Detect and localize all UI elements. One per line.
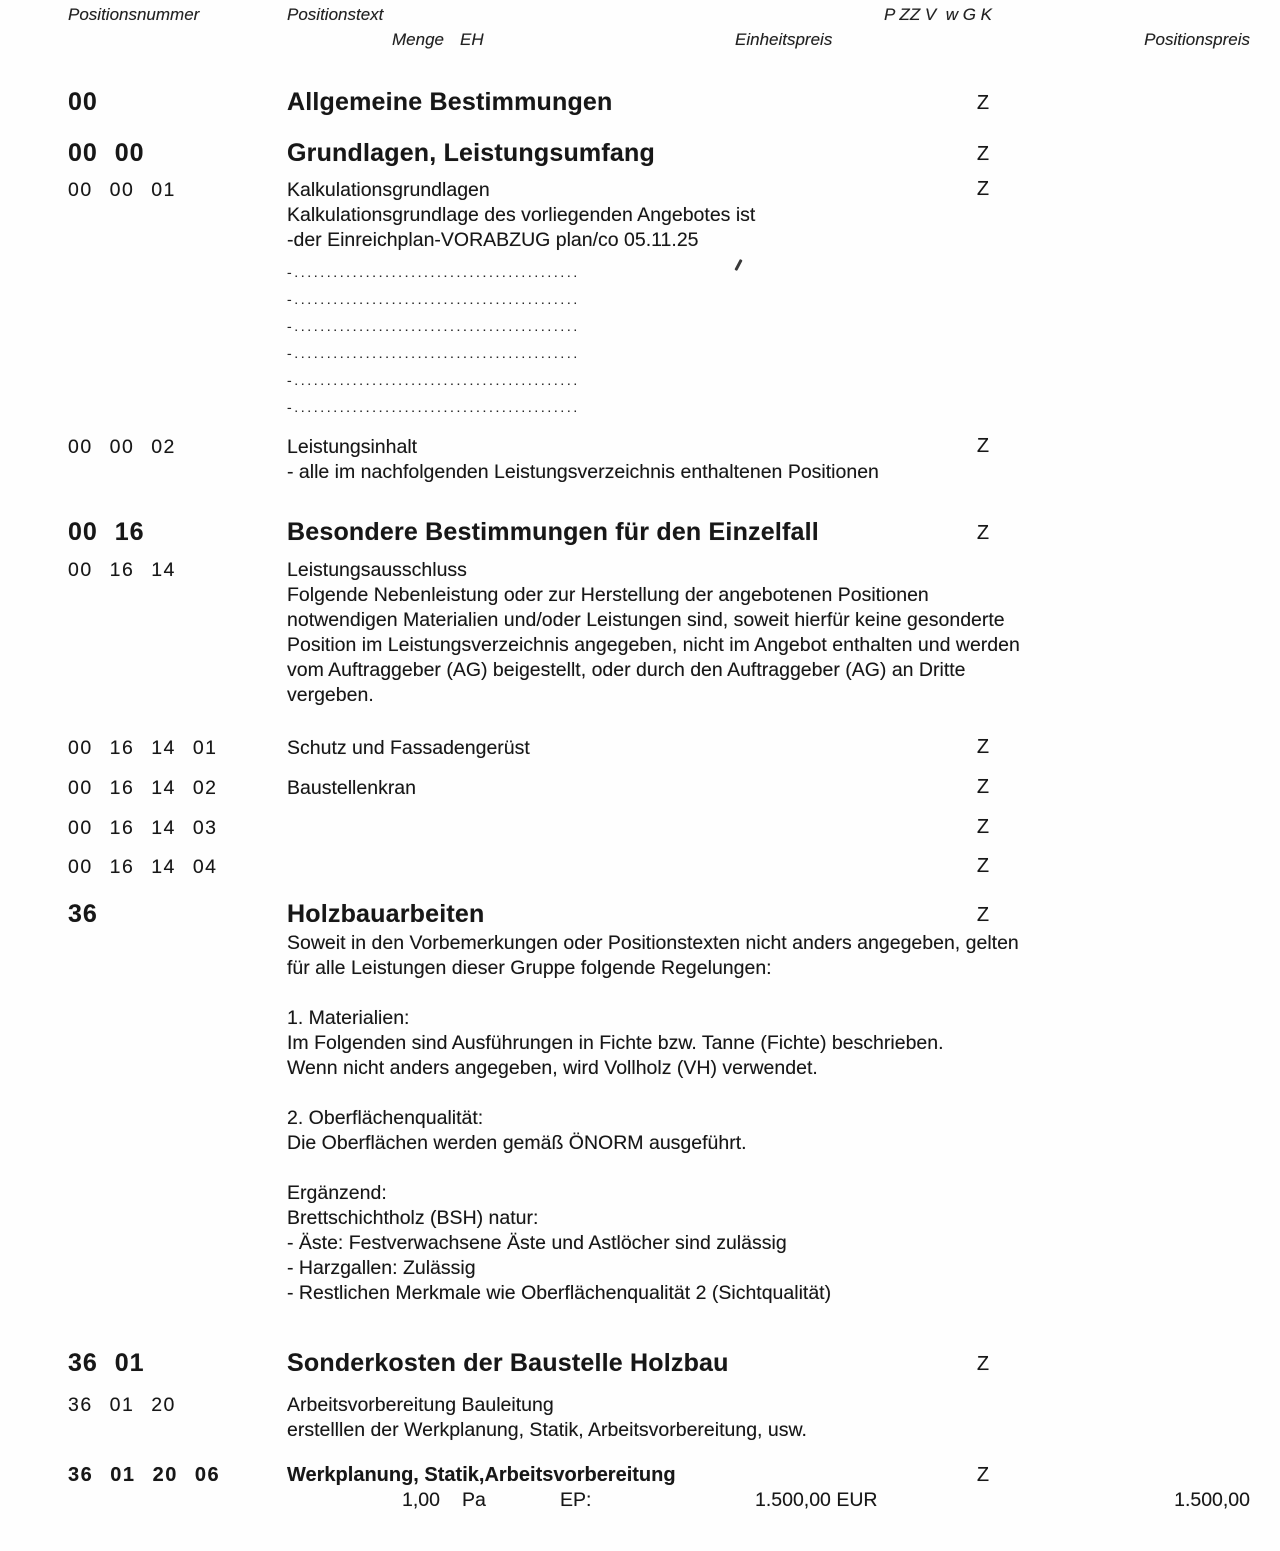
z-flag: Z	[976, 435, 990, 457]
table-header-row-1	[68, 5, 1280, 30]
body-line: - Äste: Festverwachsene Äste und Astlöcher sind zulässig	[287, 1232, 787, 1254]
dotted-line: -............................................	[287, 372, 580, 388]
body-line: Ergänzend:	[287, 1182, 387, 1204]
position-title: Leistungsausschluss	[287, 559, 467, 581]
entry-36-01-20	[68, 1393, 1280, 1443]
entry-00-16	[68, 518, 1280, 546]
position-number: 00 00 02	[68, 436, 176, 458]
z-flag: Z	[976, 736, 990, 758]
position-number: 00 16 14	[68, 559, 176, 581]
dotted-line: -............................................	[287, 291, 580, 307]
entry-00	[68, 88, 1280, 116]
entry-00-16-14	[68, 558, 1280, 708]
entry-00-16-14-03	[68, 816, 1280, 841]
position-number: 00 00 01	[68, 179, 176, 201]
body-line: - Restlichen Merkmale wie Oberflächenqualität 2 (Sichtqualität)	[287, 1282, 832, 1304]
position-title: Grundlagen, Leistungsumfang	[287, 139, 655, 167]
position-text-body	[287, 203, 1247, 253]
entry-00-16-14-04	[68, 855, 1280, 880]
z-flag: Z	[976, 855, 990, 877]
position-price-value: 1.500,00	[1174, 1489, 1250, 1511]
position-title: Holzbauarbeiten	[287, 900, 485, 928]
body-line: 1. Materialien:	[287, 1007, 410, 1029]
position-title: Werkplanung, Statik,Arbeitsvorbereitung	[287, 1464, 676, 1486]
body-line: Soweit in den Vorbemerkungen oder Positionstexten nicht anders angegeben, gelten	[287, 932, 1019, 954]
body-line	[287, 1081, 1247, 1106]
entry-00-00-02	[68, 435, 1280, 485]
z-flag: Z	[976, 178, 990, 200]
fill-in-dotted-lines	[287, 259, 1280, 421]
body-line: erstelllen der Werkplanung, Statik, Arbeitsvorbereitung, usw.	[287, 1419, 807, 1441]
entry-00-16-14-01	[68, 736, 1280, 761]
body-line: notwendigen Materialien und/oder Leistungen sind, soweit hierfür keine gesonderte	[287, 609, 1005, 631]
dotted-line: -............................................	[287, 318, 580, 334]
z-flag: Z	[976, 1353, 990, 1375]
position-text-body	[287, 931, 1247, 1306]
position-number: 00 16 14 01	[68, 737, 218, 759]
header-eh: EH	[460, 30, 484, 49]
z-flag: Z	[976, 92, 990, 114]
unit-price-label: EP:	[560, 1489, 592, 1511]
dotted-line: -............................................	[287, 264, 580, 280]
entry-36	[68, 900, 1280, 1306]
position-number: 00 16 14 04	[68, 856, 218, 878]
body-line: - alle im nachfolgenden Leistungsverzeichnis enthaltenen Positionen	[287, 461, 879, 483]
position-number: 00 16 14 02	[68, 777, 218, 799]
position-number: 00 00	[68, 139, 145, 167]
header-einheitspreis: Einheitspreis	[735, 30, 833, 49]
header-menge: Menge	[392, 30, 444, 49]
entry-00-00-01	[68, 178, 1280, 421]
unit-value: Pa	[462, 1489, 486, 1511]
z-flag: Z	[976, 904, 990, 926]
position-number: 00	[68, 88, 98, 116]
position-number: 36 01	[68, 1349, 145, 1377]
body-line: Wenn nicht anders angegeben, wird Vollholz (VH) verwendet.	[287, 1057, 818, 1079]
entry-36-01-20-06	[68, 1462, 1280, 1513]
body-line: Brettschichtholz (BSH) natur:	[287, 1207, 539, 1229]
position-number: 36 01 20 06	[68, 1464, 221, 1486]
body-line: 2. Oberflächenqualität:	[287, 1107, 484, 1129]
body-line	[287, 1156, 1247, 1181]
quantity-price-line	[68, 1488, 1280, 1513]
position-number: 36 01 20	[68, 1394, 176, 1416]
header-positionstext: Positionstext	[287, 5, 384, 24]
header-flag-columns: P ZZ V w G K	[884, 5, 992, 24]
body-line: für alle Leistungen dieser Gruppe folgende Regelungen:	[287, 957, 772, 979]
body-line: -der Einreichplan-VORABZUG plan/co 05.11.25	[287, 229, 699, 251]
position-title: Leistungsinhalt	[287, 436, 418, 458]
position-title: Schutz und Fassadengerüst	[287, 737, 530, 759]
position-text-body	[287, 460, 1247, 485]
z-flag: Z	[976, 143, 990, 165]
z-flag: Z	[976, 522, 990, 544]
body-line: Im Folgenden sind Ausführungen in Fichte bzw. Tanne (Fichte) beschrieben.	[287, 1032, 944, 1054]
body-line: vom Auftraggeber (AG) beigestellt, oder durch den Auftraggeber (AG) an Dritte	[287, 659, 966, 681]
quantity-value: 1,00	[402, 1489, 440, 1511]
body-line: - Harzgallen: Zulässig	[287, 1257, 476, 1279]
body-line: vergeben.	[287, 684, 374, 706]
position-number: 36	[68, 900, 98, 928]
z-flag: Z	[976, 1464, 990, 1486]
entry-00-00	[68, 139, 1280, 167]
body-line: Position im Leistungsverzeichnis angegeben, nicht im Angebot enthalten und werden	[287, 634, 1020, 656]
z-flag: Z	[976, 816, 990, 838]
body-line: Die Oberflächen werden gemäß ÖNORM ausgeführt.	[287, 1132, 747, 1154]
body-line: Folgende Nebenleistung oder zur Herstellung der angebotenen Positionen	[287, 584, 929, 606]
position-number: 00 16 14 03	[68, 817, 218, 839]
header-positionspreis: Positionspreis	[1144, 30, 1250, 49]
position-title: Besondere Bestimmungen für den Einzelfall	[287, 518, 819, 546]
position-title: Allgemeine Bestimmungen	[287, 88, 613, 116]
z-flag: Z	[976, 776, 990, 798]
body-line: Kalkulationsgrundlage des vorliegenden Angebotes ist	[287, 204, 756, 226]
position-text-body	[287, 1418, 1247, 1443]
body-line	[287, 981, 1247, 1006]
dotted-line: -............................................	[287, 345, 580, 361]
header-positionsnummer: Positionsnummer	[68, 5, 200, 24]
position-title: Arbeitsvorbereitung Bauleitung	[287, 1394, 554, 1416]
dotted-line: -............................................	[287, 399, 580, 415]
position-number: 00 16	[68, 518, 145, 546]
unit-price-value: 1.500,00 EUR	[755, 1489, 878, 1511]
table-header-row-2	[68, 30, 1280, 55]
position-title: Kalkulationsgrundlagen	[287, 179, 490, 201]
position-text-body	[287, 583, 1247, 708]
entry-00-16-14-02	[68, 776, 1280, 801]
entry-36-01	[68, 1349, 1280, 1377]
position-title: Baustellenkran	[287, 777, 416, 799]
position-title: Sonderkosten der Baustelle Holzbau	[287, 1349, 729, 1377]
